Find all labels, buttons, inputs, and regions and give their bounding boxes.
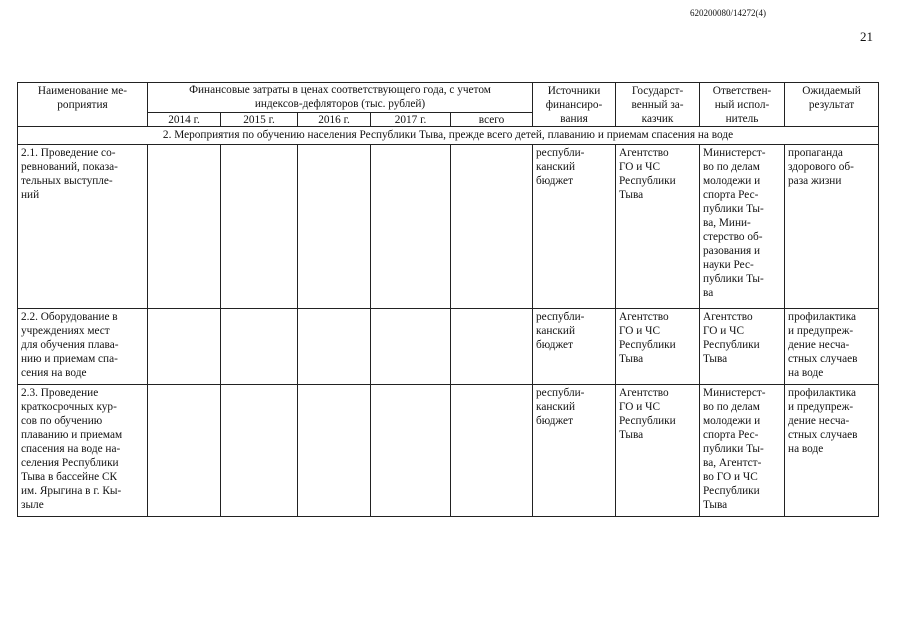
row-2017	[371, 309, 451, 385]
header-year-2017: 2017 г.	[371, 112, 451, 126]
program-table	[17, 82, 879, 517]
header-name: Наименование ме- роприятия	[18, 83, 148, 127]
row-customer: Агентство ГО и ЧС Республики Тыва	[616, 309, 700, 385]
row-2016	[298, 309, 371, 385]
section-title: 2. Мероприятия по обучению населения Республики Тыва, прежде всего детей, плаванию и приемам спасения на воде	[18, 127, 879, 145]
header-year-2015: 2015 г.	[221, 112, 298, 126]
header-customer: Государст- венный за- казчик	[616, 83, 700, 127]
row-2015	[221, 385, 298, 517]
row-2016	[298, 145, 371, 309]
header-finance: Финансовые затраты в ценах соответствующего года, с учетом индексов-дефляторов (тыс. рублей)	[148, 83, 533, 113]
header-row	[18, 83, 879, 113]
row-name: 2.1. Проведение со- ревнований, показа- тельных выступле- ний	[18, 145, 148, 309]
section-row	[18, 127, 879, 145]
row-result: профилактика и предупреж- дение несча- стных случаев на воде	[785, 309, 879, 385]
table-row	[18, 385, 879, 517]
document-number: 620200080/14272(4)	[690, 8, 766, 18]
row-name: 2.3. Проведение краткосрочных кур- сов по обучению плаванию и приемам спасения на воде на- селения Республики Тыва в бассейне СК им. Ярыгина в г. Кы- зыле	[18, 385, 148, 517]
page-number: 21	[860, 29, 873, 44]
row-executor: Министерст- во по делам молодежи и спорта Рес- публики Ты- ва, Мини- стерство об- разования и науки Рес- публики Ты- ва	[700, 145, 785, 309]
row-source: республи- канский бюджет	[533, 145, 616, 309]
row-2014	[148, 385, 221, 517]
row-customer: Агентство ГО и ЧС Республики Тыва	[616, 145, 700, 309]
table-row	[18, 309, 879, 385]
row-name: 2.2. Оборудование в учреждениях мест для обучения плава- нию и приемам спа- сения на воде	[18, 309, 148, 385]
row-result: пропаганда здорового об- раза жизни	[785, 145, 879, 309]
row-2017	[371, 145, 451, 309]
row-result: профилактика и предупреж- дение несча- стных случаев на воде	[785, 385, 879, 517]
header-year-2014: 2014 г.	[148, 112, 221, 126]
row-total	[451, 309, 533, 385]
header-total: всего	[451, 112, 533, 126]
row-2016	[298, 385, 371, 517]
row-2015	[221, 309, 298, 385]
row-total	[451, 385, 533, 517]
row-source: республи- канский бюджет	[533, 309, 616, 385]
row-2014	[148, 309, 221, 385]
row-executor: Агентство ГО и ЧС Республики Тыва	[700, 309, 785, 385]
row-source: республи- канский бюджет	[533, 385, 616, 517]
table-row	[18, 145, 879, 309]
row-total	[451, 145, 533, 309]
row-2014	[148, 145, 221, 309]
row-customer: Агентство ГО и ЧС Республики Тыва	[616, 385, 700, 517]
header-year-2016: 2016 г.	[298, 112, 371, 126]
header-result: Ожидаемый результат	[785, 83, 879, 127]
row-2017	[371, 385, 451, 517]
row-executor: Министерст- во по делам молодежи и спорта Рес- публики Ты- ва, Агентст- во ГО и ЧС Республики Тыва	[700, 385, 785, 517]
header-source: Источники финансиро- вания	[533, 83, 616, 127]
row-2015	[221, 145, 298, 309]
header-executor: Ответствен- ный испол- нитель	[700, 83, 785, 127]
